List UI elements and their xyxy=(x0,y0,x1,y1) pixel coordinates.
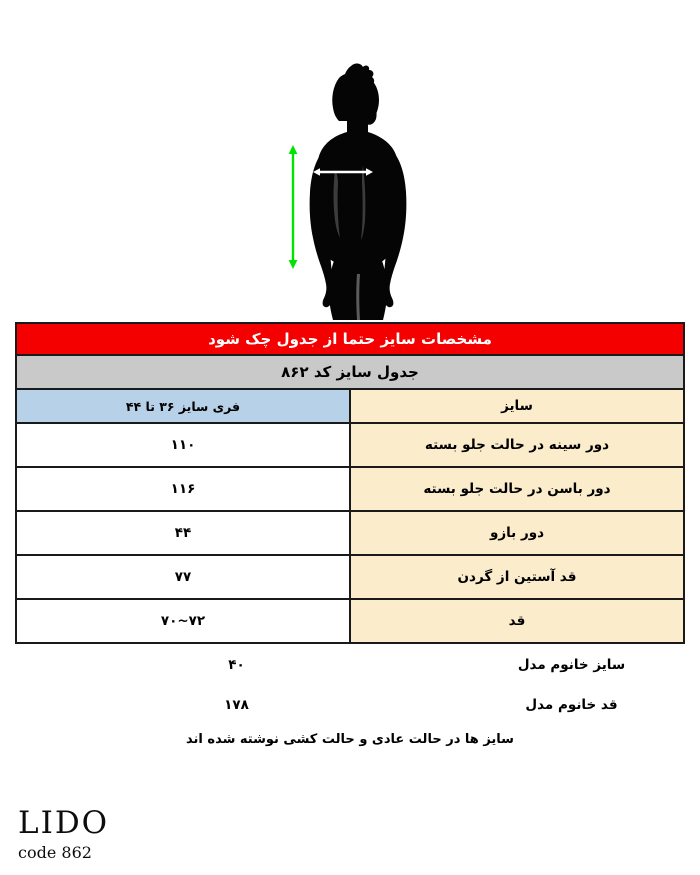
model-info-section xyxy=(15,645,685,725)
row-label-sleeve: قد آستین از گردن xyxy=(350,555,684,599)
brand-block xyxy=(18,805,110,862)
figure-illustration-area xyxy=(0,0,700,320)
model-info-row xyxy=(15,645,685,685)
model-size-label: سایز خانوم مدل xyxy=(517,657,626,673)
table-row xyxy=(16,467,684,511)
banner-text: مشخصات سایز حتما از جدول چک شود xyxy=(16,323,684,355)
row-label-length: قد xyxy=(350,599,684,643)
row-label-arm: دور بازو xyxy=(350,511,684,555)
model-height-label: قد خانوم مدل xyxy=(525,697,618,713)
model-height-value: ۱۷۸ xyxy=(224,697,249,713)
model-info-row xyxy=(15,685,685,725)
table-row xyxy=(16,423,684,467)
female-silhouette-icon xyxy=(277,62,437,320)
footnote-text: سایز ها در حالت عادی و حالت کشی نوشته شده اند xyxy=(186,732,514,747)
length-measure-arrow-icon xyxy=(286,144,300,270)
size-chart-table xyxy=(15,322,685,644)
brand-code: code 862 xyxy=(18,843,92,862)
row-label-bust: دور سینه در حالت جلو بسته xyxy=(350,423,684,467)
subtitle-text: جدول سایز کد ۸۶۲ xyxy=(16,355,684,389)
chest-measure-arrow-icon xyxy=(312,165,374,179)
table-row xyxy=(16,511,684,555)
model-size-value: ۴۰ xyxy=(228,657,245,673)
row-value-arm: ۴۴ xyxy=(16,511,350,555)
table-row xyxy=(16,555,684,599)
table-header-row xyxy=(16,389,684,423)
row-value-sleeve: ۷۷ xyxy=(16,555,350,599)
header-label-size: سایز xyxy=(350,389,684,423)
table-banner-row xyxy=(16,323,684,355)
table-subtitle-row xyxy=(16,355,684,389)
row-value-bust: ۱۱۰ xyxy=(16,423,350,467)
row-label-hip: دور باسن در حالت جلو بسته xyxy=(350,467,684,511)
row-value-hip: ۱۱۶ xyxy=(16,467,350,511)
brand-name: LIDO xyxy=(18,805,110,841)
table-row xyxy=(16,599,684,643)
header-value-free-size: فری سایز ۳۶ تا ۴۴ xyxy=(16,389,350,423)
row-value-length: ۷۲~۷۰ xyxy=(16,599,350,643)
